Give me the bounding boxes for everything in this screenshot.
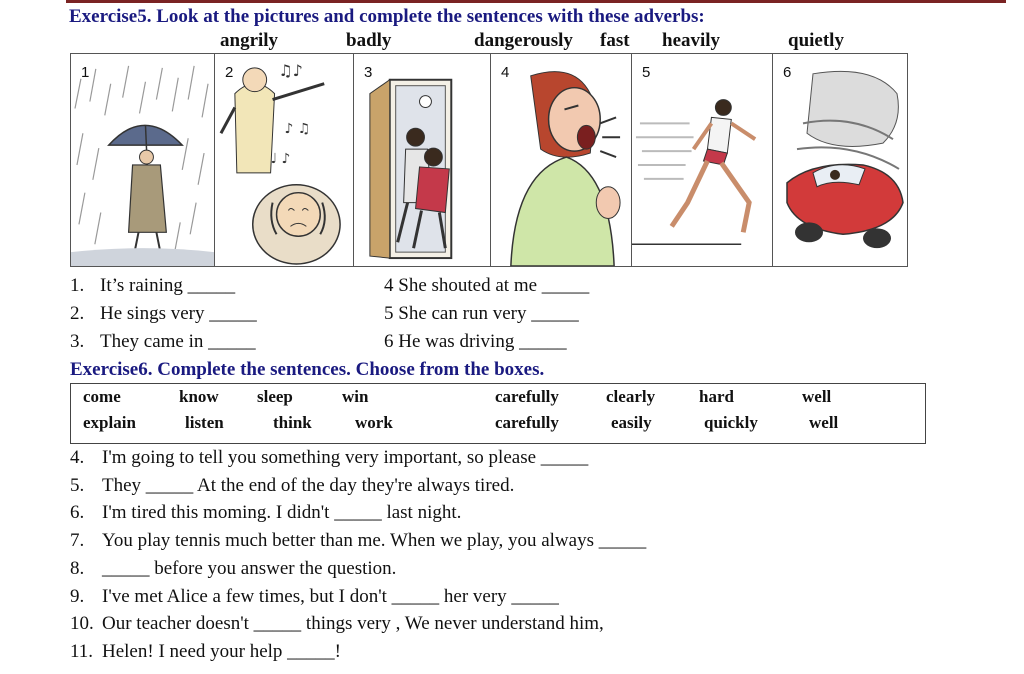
ex6-item-10-text: Our teacher doesn't _____ things very , We never understand him, [102, 613, 604, 634]
ex6-item-9-text: I've met Alice a few times, but I don't _____ her very _____ [102, 586, 559, 607]
ex5-sentence-2-text: He sings very _____ [100, 303, 257, 324]
picture-3-door [354, 54, 491, 266]
box-word-well-1: well [802, 387, 832, 406]
ex5-sentence-1 [70, 275, 235, 297]
exercise6-title: Exercise6. Complete the sentences. Choose from the boxes. [70, 359, 545, 380]
adverb-fast: fast [600, 30, 630, 51]
ex6-item-8-number: 8. [70, 558, 85, 579]
svg-text:♪ ♫: ♪ ♫ [284, 121, 311, 138]
box-word-come: come [83, 387, 121, 406]
ex5-sentence-6: 6 He was driving _____ [384, 331, 567, 352]
ex5-sentence-1-number: 1. [70, 275, 85, 296]
ex6-item-6-number: 6. [70, 502, 85, 523]
svg-text:♩ ♪: ♩ ♪ [270, 150, 291, 167]
picture-number-1: 1 [81, 64, 90, 81]
ex6-item-4-text: I'm going to tell you something very important, so please _____ [102, 447, 589, 468]
adverb-heavily: heavily [662, 30, 721, 51]
picture-number-6: 6 [783, 64, 792, 81]
shouting-woman-illustration [491, 54, 631, 266]
box-word-win: win [342, 387, 369, 406]
picture-strip [70, 53, 908, 267]
ex6-item-10 [70, 613, 604, 635]
ex6-item-4-number: 4. [70, 447, 85, 468]
ex5-sentence-2-number: 2. [70, 303, 85, 324]
ex5-sentence-2 [70, 303, 257, 325]
singing-man-illustration [215, 54, 353, 266]
picture-1-rain [71, 54, 215, 266]
box-word-carefully-2: carefully [495, 413, 559, 432]
ex6-item-11-number: 11. [70, 641, 94, 662]
ex6-item-11 [70, 641, 341, 663]
adverb-badly: badly [346, 30, 392, 51]
adverb-quietly: quietly [788, 30, 844, 51]
ex6-item-5-number: 5. [70, 475, 85, 496]
ex6-item-5 [70, 475, 514, 497]
ex6-item-6-text: I'm tired this moming. I didn't _____ last night. [102, 502, 462, 523]
picture-4-shouting [491, 54, 632, 266]
box-word-well-2: well [809, 413, 839, 432]
speeding-car-illustration [773, 54, 907, 266]
svg-text:♫♪: ♫♪ [278, 60, 303, 80]
box-word-hard: hard [699, 387, 734, 406]
box-word-work: work [355, 413, 393, 432]
picture-6-driving [773, 54, 907, 266]
word-box [70, 383, 926, 444]
ex6-item-9-number: 9. [70, 586, 85, 607]
ex6-item-11-text: Helen! I need your help _____! [102, 641, 342, 662]
box-word-clearly: clearly [606, 387, 656, 406]
box-word-carefully-1: carefully [495, 387, 559, 406]
ex5-sentence-1-text: It’s raining _____ [100, 275, 236, 296]
box-word-listen: listen [185, 413, 224, 432]
ex6-item-7-number: 7. [70, 530, 85, 551]
picture-number-4: 4 [501, 64, 510, 81]
picture-number-2: 2 [225, 64, 234, 81]
ex6-item-5-text: They _____ At the end of the day they're always tired. [102, 475, 515, 496]
exercise5-title: Exercise5. Look at the pictures and complete the sentences with these adverbs: [69, 6, 705, 27]
box-word-think: think [273, 413, 312, 432]
ex6-item-8-text: _____ before you answer the question. [102, 558, 397, 579]
picture-5-running [632, 54, 773, 266]
rain-umbrella-illustration [71, 54, 214, 266]
running-woman-illustration [632, 54, 772, 266]
ex5-sentence-5: 5 She can run very _____ [384, 303, 579, 324]
box-word-quickly: quickly [704, 413, 758, 432]
picture-2-singing [215, 54, 354, 266]
ex6-item-7 [70, 530, 646, 552]
ex5-sentence-4: 4 She shouted at me _____ [384, 275, 590, 296]
adverb-dangerously: dangerously [474, 30, 573, 51]
box-word-easily: easily [611, 413, 652, 432]
picture-number-3: 3 [364, 64, 373, 81]
ex5-sentence-3 [70, 331, 256, 353]
box-word-know: know [179, 387, 219, 406]
ex6-item-9 [70, 586, 559, 608]
ex5-sentence-3-number: 3. [70, 331, 85, 352]
people-at-door-illustration [354, 54, 490, 266]
ex6-item-10-number: 10. [70, 613, 94, 634]
ex6-item-7-text: You play tennis much better than me. When we play, you always _____ [102, 530, 647, 551]
box-word-sleep: sleep [257, 387, 293, 406]
picture-number-5: 5 [642, 64, 651, 81]
top-rule [66, 0, 1006, 3]
ex5-sentence-3-text: They came in _____ [100, 331, 256, 352]
ex6-item-4 [70, 447, 588, 469]
box-word-explain: explain [83, 413, 136, 432]
ex6-item-6 [70, 502, 461, 524]
adverb-angrily: angrily [220, 30, 279, 51]
ex6-item-8 [70, 558, 396, 580]
